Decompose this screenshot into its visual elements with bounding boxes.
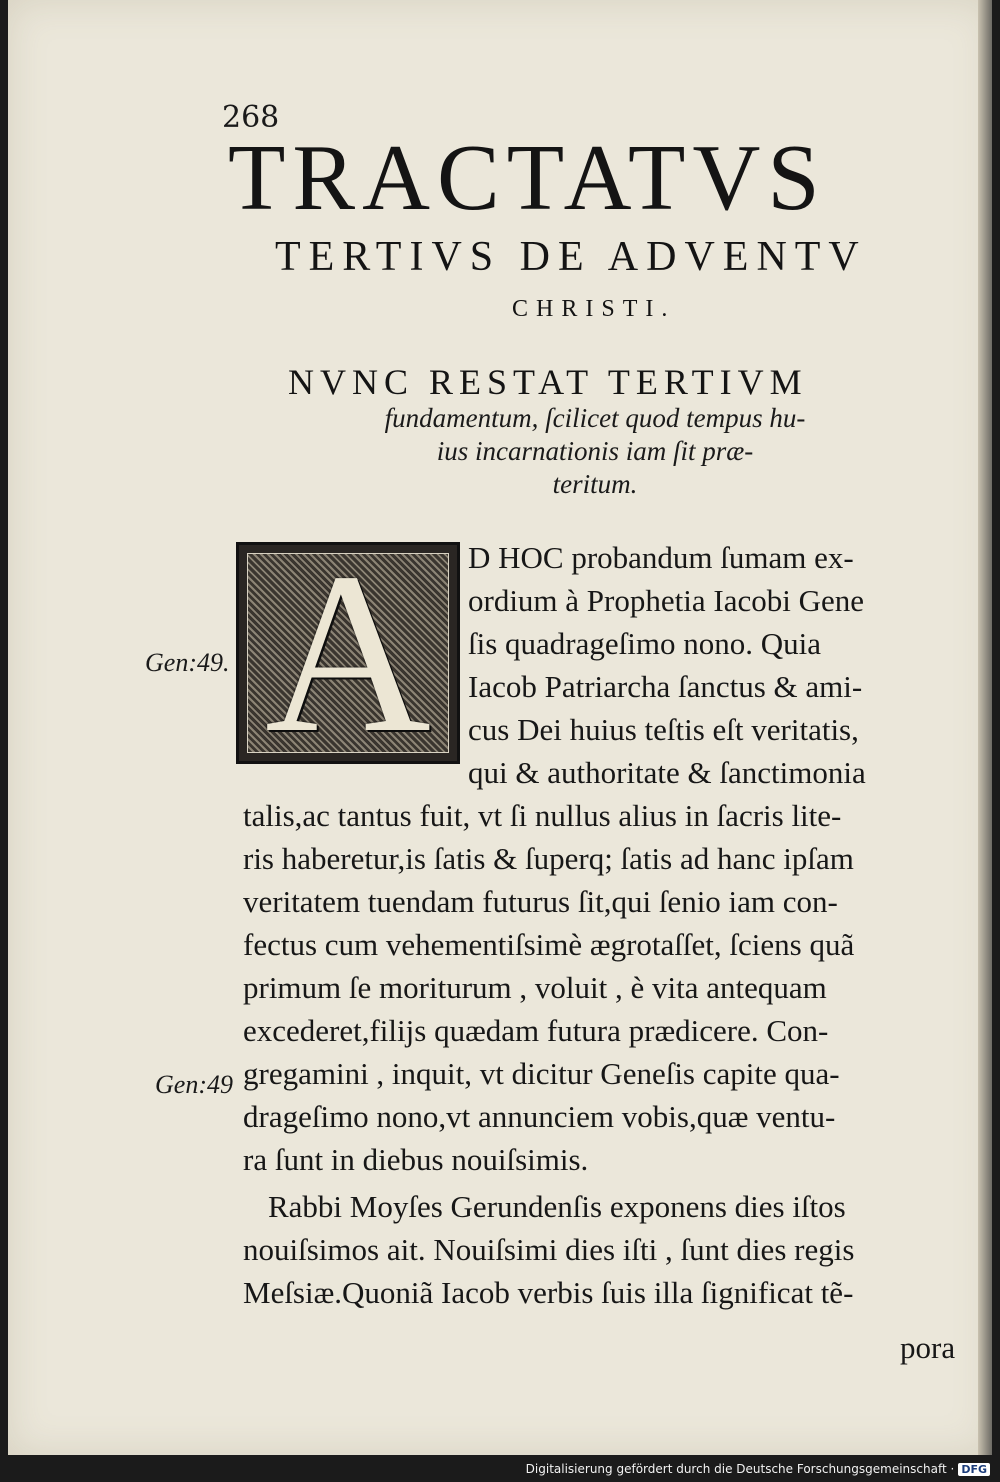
text-line: ordium à Prophetia Iacobi Gene bbox=[468, 583, 864, 618]
subtitle-christi: CHRISTI. bbox=[512, 296, 676, 322]
heading-sub-line: fundamentum, ſcilicet quod tempus hu- bbox=[384, 403, 806, 433]
text-line: excederet,filijs quædam futura prædicere. Con- bbox=[243, 1013, 829, 1048]
text-line: nouiſsimos ait. Nouiſsimi dies iſti , ſunt dies regis bbox=[243, 1232, 855, 1267]
page-number: 268 bbox=[222, 100, 280, 135]
text-line: ſis quadrageſimo nono. Quia bbox=[468, 626, 821, 661]
text-line: Iacob Patriarcha ſanctus & ami- bbox=[468, 669, 863, 704]
initial-letter: A bbox=[264, 525, 432, 780]
text-line: gregamini , inquit, vt dicitur Geneſis capite qua- bbox=[243, 1056, 840, 1091]
text-line: qui & authoritate & ſanctimonia bbox=[468, 755, 866, 790]
text-line: D HOC probandum ſumam ex- bbox=[468, 540, 854, 575]
heading-sub-line: teritum. bbox=[552, 469, 638, 499]
text-line: primum ſe moriturum , voluit , è vita antequam bbox=[243, 970, 827, 1005]
section-heading: NVNC RESTAT TERTIVM bbox=[288, 362, 808, 402]
text-line: fectus cum vehementiſsimè ægrotaſſet, ſciens quã bbox=[243, 927, 855, 962]
text-line: Rabbi Moyſes Gerundenſis exponens dies iſtos bbox=[268, 1189, 846, 1224]
margin-note: Gen:49 bbox=[155, 1070, 233, 1099]
catchword: pora bbox=[900, 1330, 956, 1365]
footer-text: Digitalisierung gefördert durch die Deutsche Forschungsgemeinschaft · bbox=[525, 1462, 955, 1476]
dfg-logo: DFG bbox=[958, 1463, 990, 1476]
text-line: ris haberetur,is ſatis & ſuperq; ſatis ad hanc ipſam bbox=[243, 841, 854, 876]
text-line: cus Dei huius teſtis eſt veritatis, bbox=[468, 712, 859, 747]
page-title: TRACTATVS bbox=[228, 126, 827, 230]
subtitle: TERTIVS DE ADVENTV bbox=[275, 234, 867, 280]
footer bbox=[526, 1462, 990, 1476]
section-heading-sub bbox=[335, 402, 855, 501]
decorated-initial bbox=[236, 525, 460, 780]
margin-note: Gen:49. bbox=[145, 648, 230, 677]
text-line: drageſimo nono,vt annunciem vobis,quæ ventu- bbox=[243, 1099, 836, 1134]
text-line: talis,ac tantus fuit, vt ſi nullus alius in ſacris lite- bbox=[243, 798, 842, 833]
text-line: Meſsiæ.Quoniã Iacob verbis ſuis illa ſignificat tẽ- bbox=[243, 1275, 854, 1310]
text-line: ra ſunt in diebus nouiſsimis. bbox=[243, 1142, 589, 1177]
text-line: veritatem tuendam futurus ſit,qui ſenio iam con- bbox=[243, 884, 838, 919]
page-edge bbox=[978, 0, 992, 1455]
heading-sub-line: ius incarnationis iam ſit præ- bbox=[436, 436, 754, 466]
